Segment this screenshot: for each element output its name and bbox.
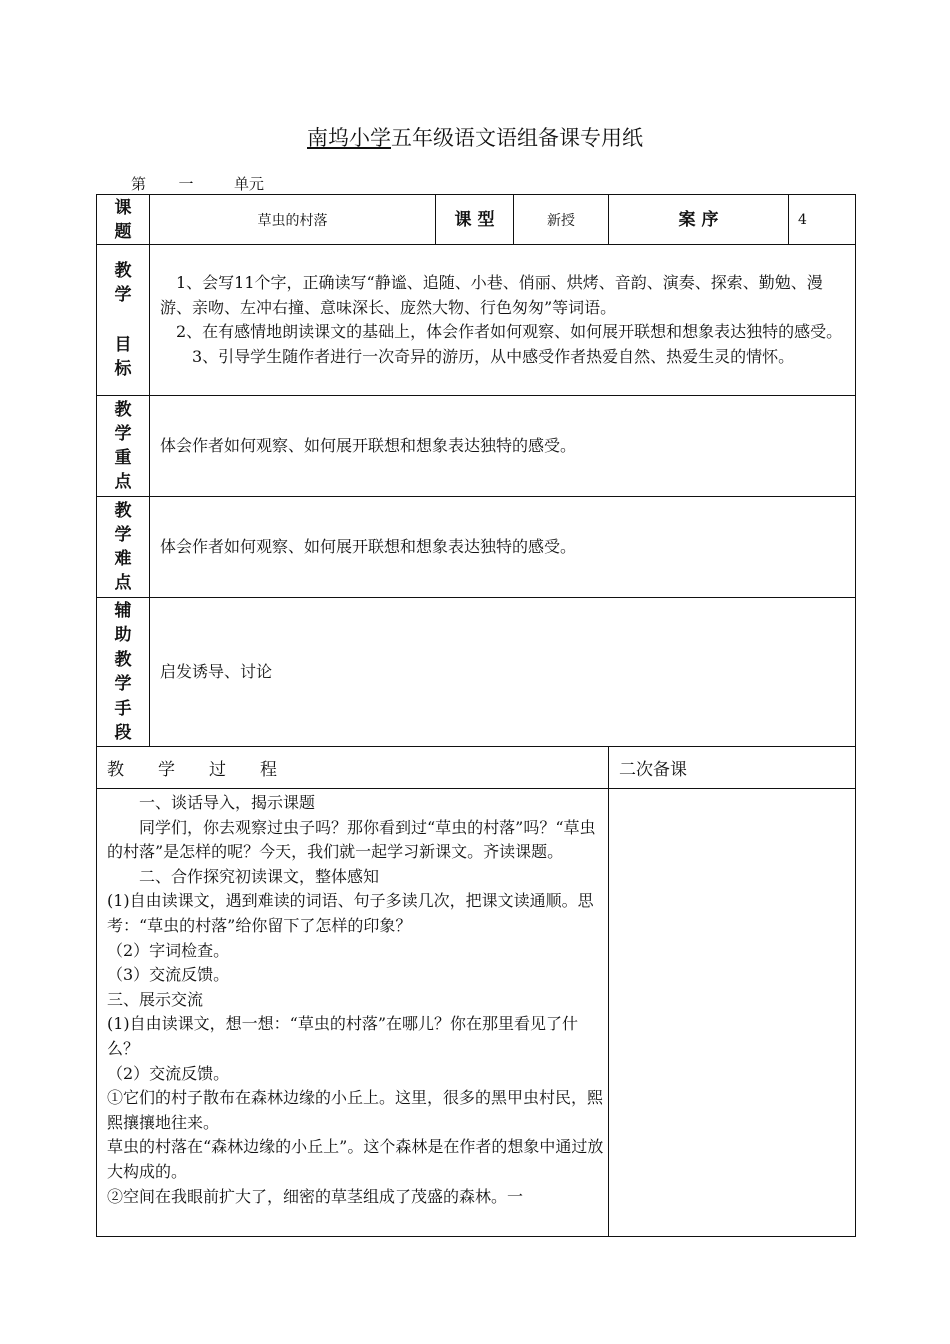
unit-prefix: 第 (131, 175, 147, 193)
objective-item: 1、会写11个字，正确读写“静谧、追随、小巷、俏丽、烘烤、音韵、演奏、探索、勤勉、漫游、亲吻、左冲右撞、意味深长、庞然大物、行色匆匆”等词语。 (160, 273, 823, 317)
objective-item: 2、在有感情地朗读课文的基础上，体会作者如何观察、如何展开联想和想象表达独特的感受。 (176, 322, 843, 341)
objective-item: 3、引导学生随作者进行一次奇异的游历，从中感受作者热爱自然、热爱生灵的情怀。 (192, 346, 795, 366)
objectives-content (150, 245, 856, 396)
difficulties-row (97, 497, 856, 598)
process-line: (1)自由读课文，想一想：“草虫的村落”在哪儿？你在那里看见了什么？ (107, 1014, 579, 1058)
objectives-row (97, 245, 856, 396)
process-content (97, 789, 609, 1237)
objectives-label (97, 245, 150, 396)
unit-number: 一 (146, 173, 226, 195)
process-line: （3）交流反馈。 (107, 965, 230, 985)
case-label: 案 序 (609, 195, 789, 245)
process-header-row (97, 747, 856, 789)
process-line: 同学们，你去观察过虫子吗？那你看到过“草虫的村落”吗？“草虫的村落”是怎样的呢？今天，我们就一起学习新课文。齐读课题。 (107, 817, 596, 862)
process-header-right: 二次备课 (609, 747, 856, 789)
process-line: (1)自由读课文，遇到难读的词语、句子多读几次，把课文读通顺。思考：“草虫的村落”给你留下了怎样的印象？ (107, 891, 594, 935)
case-value: 4 (789, 195, 856, 245)
key-points-row (97, 396, 856, 497)
type-value: 新授 (514, 195, 609, 245)
process-line: （2）字词检查。 (107, 940, 230, 960)
key-points-text: 体会作者如何观察、如何展开联想和想象表达独特的感受。 (150, 396, 856, 497)
topic-label: 课 题 (97, 195, 150, 245)
process-header-left: 教 学 过 程 (97, 747, 609, 789)
second-prep-content (609, 789, 856, 1237)
school-name: 南坞小学 (307, 126, 391, 150)
topic-row (97, 195, 856, 245)
unit-line (131, 173, 264, 195)
process-line: 草虫的村落在“森林边缘的小丘上”。这个森林是在作者的想象中通过放大构成的。 (107, 1137, 604, 1181)
objectives-label-bottom: 目 标 (114, 335, 132, 379)
process-line: ②空间在我眼前扩大了，细密的草茎组成了茂盛的森林。一 (107, 1186, 524, 1206)
process-row (97, 789, 856, 1237)
key-points-label: 教 学 重 点 (97, 396, 150, 497)
aids-row (97, 598, 856, 747)
objectives-label-top: 教 学 (114, 261, 132, 305)
unit-suffix: 单元 (234, 175, 265, 193)
difficulties-label: 教 学 难 点 (97, 497, 150, 598)
difficulties-text: 体会作者如何观察、如何展开联想和想象表达独特的感受。 (150, 497, 856, 598)
topic-value: 草虫的村落 (150, 195, 436, 245)
aids-label: 辅 助 教 学 手 段 (97, 598, 150, 747)
process-line: （2）交流反馈。 (107, 1063, 230, 1083)
process-line: ①它们的村子散布在森林边缘的小丘上。这里，很多的黑甲虫村民，熙熙攘攘地往来。 (107, 1088, 604, 1132)
title-rest: 五年级语文语组备课专用纸 (391, 126, 643, 150)
page-title (0, 122, 950, 152)
aids-text: 启发诱导、讨论 (150, 598, 856, 747)
type-label: 课 型 (436, 195, 514, 245)
process-line: 二、合作探究初读课文，整体感知 (139, 866, 380, 886)
process-line: 三、展示交流 (107, 989, 204, 1009)
process-line: 一、谈话导入，揭示课题 (139, 793, 316, 812)
lesson-plan-table (96, 194, 856, 1237)
